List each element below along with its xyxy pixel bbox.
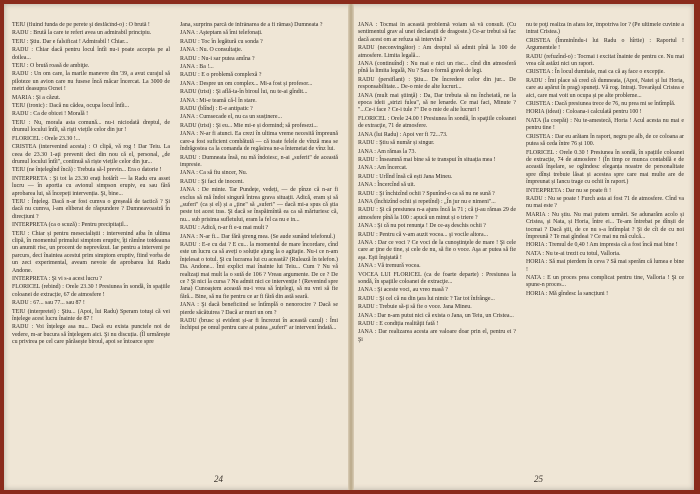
dialogue-line: MARIA : Nu ştiu. Nu mai putem urmări. Se adunarăm acolo și Cristea, și Nata, și Horia, între ei... Te-am întrebat pe dînșii de tocmai ? Dacă ştii, de ce nu s-a întîmplat ? Şi de cît de cu noi împreună ? Te mai gîndeai ? Ce mai nu mă culcă... bbox=[526, 211, 684, 240]
dialogue-line: TEIU : O brută roasă de ambiţie. bbox=[12, 63, 90, 70]
dialogue-line: RADU : Nu se poate ! Furch asta ai fost 71 de atmosfere. Cînd va nu mai este ? bbox=[526, 195, 684, 210]
dialogue-line: JANA (lui Radu) : Apoi ver fi 72...73. bbox=[358, 131, 448, 138]
dialogue-line: INTERPRETA (ca o scuză) : Pentru precipitațil... bbox=[12, 222, 129, 229]
dialogue-line: RADU : Şi închizînd ochii ? Spunînd-o ca să nu ne sună ? bbox=[358, 190, 495, 197]
dialogue-line: JANA : Şi dacă beneficiind se întîmplă o nenorocire ? Dacă se pierde săcătuirea ? Dacă ar muri un om ? bbox=[180, 302, 338, 316]
dialogue-line: RADU : E o problemă complexă ? bbox=[180, 72, 262, 79]
dialogue-line: VOCEA LUI FLORICEL (ca de foarte departe) : Presiunea la sondă, în spaţiile coloanei de extracţie... bbox=[358, 271, 516, 285]
dialogue-line: Jana, surprins parcă de înfrânarea de a fi rămas) Dumneata ? bbox=[180, 22, 323, 28]
left-page bbox=[12, 22, 344, 472]
dialogue-line: CRISTEA : Dar eu arătam în raport, negru pe alb, de ce coloana ar putea să ceda între 76 și 100. bbox=[526, 133, 684, 148]
dialogue-line: JANA (închizînd ochii și repetînd) : „În jur nu e nimeni"... bbox=[358, 198, 496, 205]
right-column-1 bbox=[358, 22, 516, 472]
dialogue-line: NATA : Nu te-ai trezit cu totul, Valloria. bbox=[526, 250, 621, 257]
dialogue-line: RADU : Chiar dacă pentru locul întîi nu-i poate accepta pe al doilea... bbox=[12, 47, 170, 61]
dialogue-line: JANA : Şi că nu pot renunţa ! De ce-aş deschis ochii ? bbox=[358, 223, 486, 230]
dialogue-line: TEIU : Ştiu. Dar e falsificat ! Admirabil ! Chiar... bbox=[12, 38, 129, 45]
dialogue-line: HORIA (ideat) : Coloana-i calculată pentru 100 ! bbox=[526, 109, 642, 116]
dialogue-line: JANA : Tocmai în această problemă voiam să vă consult. (Cu sentimentul grav al unei declarații de dragoste.) Ce-ar trebui să fac dacă acest om ar refuza să intervină ? bbox=[358, 22, 516, 43]
dialogue-line: RADU : Ştiu să număr și singur. bbox=[358, 140, 435, 147]
dialogue-line: JANA : Nu. O consultaţie. bbox=[180, 47, 243, 54]
dialogue-line: FLORICEL : Orele 23.30 !... bbox=[12, 135, 81, 142]
book-gutter bbox=[348, 4, 354, 490]
dialogue-line: RADU : Adică, n-ar fi e-u mai mult ? bbox=[180, 225, 269, 232]
dialogue-line: TEIU (ironic) : Dacă nu cădea, ocupa locul întîi... bbox=[12, 103, 130, 110]
dialogue-line: RADU : Nu-i sar putea amîna ? bbox=[180, 55, 255, 62]
dialogue-line: JANA : Vă tremură vocea. bbox=[358, 263, 421, 270]
dialogue-line: TEIU (ne înțelegînd încă) : Trebuia să-l previn... Era o datorie ! bbox=[12, 167, 162, 174]
left-column-1 bbox=[12, 22, 170, 472]
dialogue-line: JANA : N-ar fi atunci. Ea crezi în ultima vreme necesită împreună care-a fost suficient combătută — că toate felele de vînză mea se îndrăgostea ca la comanda de regăsirea ne-a întemeiat de vînz lui. bbox=[180, 131, 338, 153]
dialogue-line: INTERPRETA : Şi vi s-a acest lucru ? bbox=[12, 276, 102, 282]
dialogue-line: JANA : Despre un om complex... Mi-a fost și profesor... bbox=[180, 80, 313, 87]
dialogue-line: JANA (continuînd) : Nu mai e nici un risc... cînd din atmosferă pînă la limita legală, Nu ? Sau o formă gravă de legi. bbox=[358, 61, 516, 75]
dialogue-line: CRISTEA : În locul dumitale, mai ca că aş face o excepţie. bbox=[526, 69, 665, 76]
page-number-left: 24 bbox=[214, 474, 223, 484]
dialogue-line: RADU : E-e cu dai ? E cu... la momentul de mare încordare, cînd este un lucru ca să aveți o soluție ajung la o agitaţie. Nu-i ce n-am înțelesat o totul. Şi cu lucrarea lui cu această? (Rulează în telefon.) Da. Andone... Îmi explici mai înainte lui Teiu... Cum ? Nu vă realizaţi mai mult la o sută de 106 ? Vreau argumente. De ce ? De ce ? Şi nici la cursa ? Nu admit nici ce intervenție ! (Revenind spre Jana) Cunoaştem această nu-i vrea să înțelegi, să nu vrei să fie fără... Bine, să nu fie pentru ce ar fi fără din astă seară. bbox=[180, 241, 338, 300]
dialogue-line: RADU : Îmi place să cred că dumneata, (Apoi, Natei şi lui Horia, care au apărut în prag) spuneți. Vă rog. Intraţi. Tovarăşul Cristea e aici, care mai voit un ocupa și pe alte probleme... bbox=[526, 77, 684, 99]
dialogue-line: RADU (brusc și evident și-ar fi încrezut în această cazul) : Îmi închipui pe omul pentru care ai putea „suferi" ar interveni îndată... bbox=[180, 318, 338, 332]
dialogue-line: JANA : Dar realizarea acesta are valoare doar prin el, pentru ei ? Şi bbox=[358, 329, 516, 343]
dialogue-line: JANA : Dar n-am putut nici că exista o Jana, un Teiu, un Cristea... bbox=[358, 312, 514, 319]
dialogue-line: RADU : 67... sau 77... sau 87 ! bbox=[12, 300, 85, 307]
dialogue-line: JANA : Aşteptam să îmi telefonați. bbox=[180, 30, 263, 37]
dialogue-line: RADU : Şi că presiunea n-a ajuns încă la 71 ; că ţi-au rămas 29 de atmosfere pînă la 100 : apucă un minut și o triere ? bbox=[358, 207, 516, 221]
dialogue-line: JANA : Ca să fiu sincer, Nu. bbox=[180, 170, 248, 177]
right-column-2 bbox=[526, 22, 684, 472]
dialogue-line: RADU : Şi cel că nu din ţara lui nimic ? Tar tot înfrânge... bbox=[358, 295, 495, 302]
dialogue-line: JANA : Cumsecade el, nu ca un susținere... bbox=[180, 114, 282, 121]
dialogue-line: JANA : Şi aceste voci, au vreo masă ? bbox=[358, 287, 448, 294]
dialogue-line: TEIU (interpretei) : Ştiu... (Apoi, lui Radu) Speram totuşi că vei înțelege acest lucru înainte de 87 ! bbox=[12, 308, 170, 323]
dialogue-line: NATA : E un proces prea complicat pentru tine, Valloria ! Şi ce spune-n proces... bbox=[526, 275, 684, 289]
left-column-2 bbox=[180, 22, 338, 472]
dialogue-line: TEIU : Înțeleg. Dacă n-ar fost cumva o greșeală de tactică ? Şi dacă nu cumva, l-am eliberat de răspundere ? Dumneavoastră în direcțiuni ? bbox=[12, 198, 170, 220]
dialogue-line: RADU : Şi faci de inocent. bbox=[180, 178, 244, 185]
dialogue-line: CRISTEA (intervenind acesta) : O clipă, vă rog ! Dar Teiu. La ceea de 23.30 1-aţi prevenit deci din nou că el, personal, „de drumul locului întîi", continuă să riște viețile celor din jur... bbox=[12, 144, 170, 165]
dialogue-line: RADU (neconvingător) : Am dreptul să admit pînă la 100 de atmosfere. Limita legală... bbox=[358, 45, 516, 59]
dialogue-line: RADU : Toc în legătură cu sonda ? bbox=[180, 38, 263, 45]
dialogue-line: JANA : Încercînd să uit. bbox=[358, 182, 416, 189]
dialogue-line: RADU : Ca de obicei ! Morală ! bbox=[12, 111, 89, 118]
dialogue-line: JANA : Mi-e teamă că-l în stare. bbox=[180, 97, 257, 104]
dialogue-line: FLORICEL : Orele 24.00 ! Presiunea în sondă, în spaţiile coloanei de extracţie, 71 de atmosfere. bbox=[358, 115, 516, 130]
dialogue-line: RADU : Voi înțelege asa nu... Dacă eu exista punctele noi de vedere, m-ar bucura să înțelegem aici. Şi nu discuția. (Îl urmăreşte cu privirea pe cel care părăseşte biroul, apoi se întoarce spre bbox=[12, 324, 170, 346]
page-number-right: 25 bbox=[534, 474, 543, 484]
dialogue-line: INTERPRETA : Şi tot la 23.30 erați hotărît — la Radu era asset lucru — în aportia cu avionul simpson erupiv, eu sau fără aprobarea lui, să începeți intervenția. Şi, bine... bbox=[12, 175, 170, 197]
dialogue-line: RADU : Înseamnă mai bine să te transpui în situația mea ! bbox=[358, 156, 496, 163]
dialogue-line: RADU : Dumneata însă, nu mă îndoiesc, n-ai „suferit" de această impresie. bbox=[180, 154, 338, 168]
dialogue-line: JANA : Dar ce voci ? Ce voci de la cunoştinţele de mare ! Şi cele care ar ţine de tine, și cele de nu, să fie o voce. Aşa ar putea să fie aşa. Eşti înşiştată ! bbox=[358, 239, 516, 261]
dialogue-line: JANA (mult mai ştiinţă) : Da, Dar trebuia să nu încheiată, ne la epoca ideii „strizi fulea", să ne lenarde. Ce mai faci, Minute ? "...Ce-i face ? Ce-i tule ?" De o mie de alte lucruri ! bbox=[358, 92, 516, 114]
dialogue-line: RADU : Brută la care te referi avea un admirabil principiu. bbox=[12, 30, 152, 37]
dialogue-line: RADU (blînd) : E-e antipatic ? bbox=[180, 106, 253, 113]
dialogue-line: RADU : Un om care, la marile manevre din '39, a avut curajul să piloteze un avion care nu fusese încă măcar încercat. La 3000 de metri deasupra Ocnei ! bbox=[12, 71, 170, 93]
dialogue-line: NATA (la coepăt) : Nu te-amestecă, Horia ! Acul acesta nu mai e pentru tine ! bbox=[526, 117, 684, 132]
dialogue-line: TEIU : Nu, morala asta comună... nu-i niciodată dreptul, de drumul locului întîi, să rişti viețile celor din jur ! bbox=[12, 119, 170, 134]
dialogue-line: RADU (trist) : Şi eu... Mie mi-e și dormind; să profesezi... bbox=[180, 122, 318, 129]
dialogue-line: JANA : Am încercat. bbox=[358, 165, 408, 172]
dialogue-line: RADU (refuzînd-o) : Tocmai i excitat înainte de pentru ce. Nu mai vrea cât astăzi nici un raport. bbox=[526, 53, 684, 68]
dialogue-line: RADU : Urlînd însă că ești Jana Mineu. bbox=[358, 173, 453, 180]
dialogue-line: FLORICEL : Orele 0.30 ! Presiunea în sondă, în spațiile coloanei de extracție, 74 de atmosfere ! (În timp ce munca contabilă e de această înşelare, se oglindesc eleganța noastre de personalitate spre dînși trebuie lăsat și acestea spre care mai multe are de împreunat și Iancu trage cu ochii în raport.) bbox=[526, 149, 684, 186]
dialogue-line: JANA : De minte. Tar Pundeţe, vedeți, — de pînze că n-ar fi exclus să mă îndoi singură întrea grava situații. Adică, eram și să „suferi" (ca și el) și a „ține" să „suferi" — dacă mi-a spus că ştia peste tot acest tras. Şi dacă se înspăimîntă ea ca să mărturiesc că, nu... sub prisima sufletului, eram la fel ca nu e in... bbox=[180, 187, 338, 223]
dialogue-line: HORIA : Să mai pierdem în ceva ? Să mai sperăm că lumea e bine ! bbox=[526, 259, 684, 273]
book-spread bbox=[4, 4, 694, 490]
dialogue-line: TEIU : Chiar și pentru mesecialiștii : intervenind aiba în ultima clipă, în momentul primului simptom eruptiv, îți rămîne totdeauna un anumit risc, un procent de neprevăzut. Iar pentru a interveni pe parcurs, deci înaintea acestui prim simptom eruptiv, fiind vorba de un zeci experimental, aveam nevoie de aprobarea lui Radu Andone. bbox=[12, 230, 170, 274]
dialogue-line: JANA : Am rămas la 73. bbox=[358, 148, 416, 155]
dialogue-line: HORIA : Mă gîndesc la sancțiuni ! bbox=[526, 290, 609, 297]
dialogue-line: RADU (trist) : Şi află-ta-în biroul lui, nu te-ai gîndit... bbox=[180, 89, 308, 96]
dialogue-line: RADU : E condiția realităţii fată ! bbox=[358, 321, 439, 328]
dialogue-line: JANA : Ba !... bbox=[180, 64, 214, 71]
right-page bbox=[358, 22, 690, 472]
dialogue-line: MARIA : Şi a căzut. bbox=[12, 94, 61, 101]
dialogue-line: TEIU (fluind funda de pe perete şi desfăcînd-o) : O brută ! bbox=[12, 22, 150, 28]
dialogue-line: JANA : N-ar fi... Dar fără ştreng mea. (Se aude sunând telefonul.) bbox=[180, 233, 336, 240]
dialogue-line: RADU (persiflant) : Ştiu... De încredere celor din jur... De responsabilitate... De-o mie de alte lucruri... bbox=[358, 76, 516, 91]
dialogue-line: CRISTEA (Îmminîndu-i lui Radu o hîrtie) : Raportul ! Argumentele ! bbox=[526, 37, 684, 52]
dialogue-line: INTERPRETA : Dar nu se poate fi ! bbox=[526, 187, 612, 194]
dialogue-line: HORIA : Tremul de 0,40 ! Am impresia că a fost încă mai bine ! bbox=[526, 242, 678, 249]
dialogue-line: nu te poţi realiza în afara lor, împotriva lor ? (Pe ultimele cuvinte a intrat Cristea.) bbox=[526, 22, 684, 36]
dialogue-line: CRISTEA : Dacă presiunea trece de 76, nu prea mi se întîmplă. bbox=[526, 101, 676, 108]
dialogue-line: RADU : Trebuie să-ţi să fie o voce. Jana Mineu. bbox=[358, 304, 472, 311]
dialogue-line: RADU : Pentru că v-am auzit vocea... şi vocile altora... bbox=[358, 231, 489, 238]
dialogue-line: FLORICEL (rebind) : Orele 23.30 ! Presiunea în sondă, în spațiile coloanei de extracție, 67 de atmosfere ! bbox=[12, 284, 170, 298]
